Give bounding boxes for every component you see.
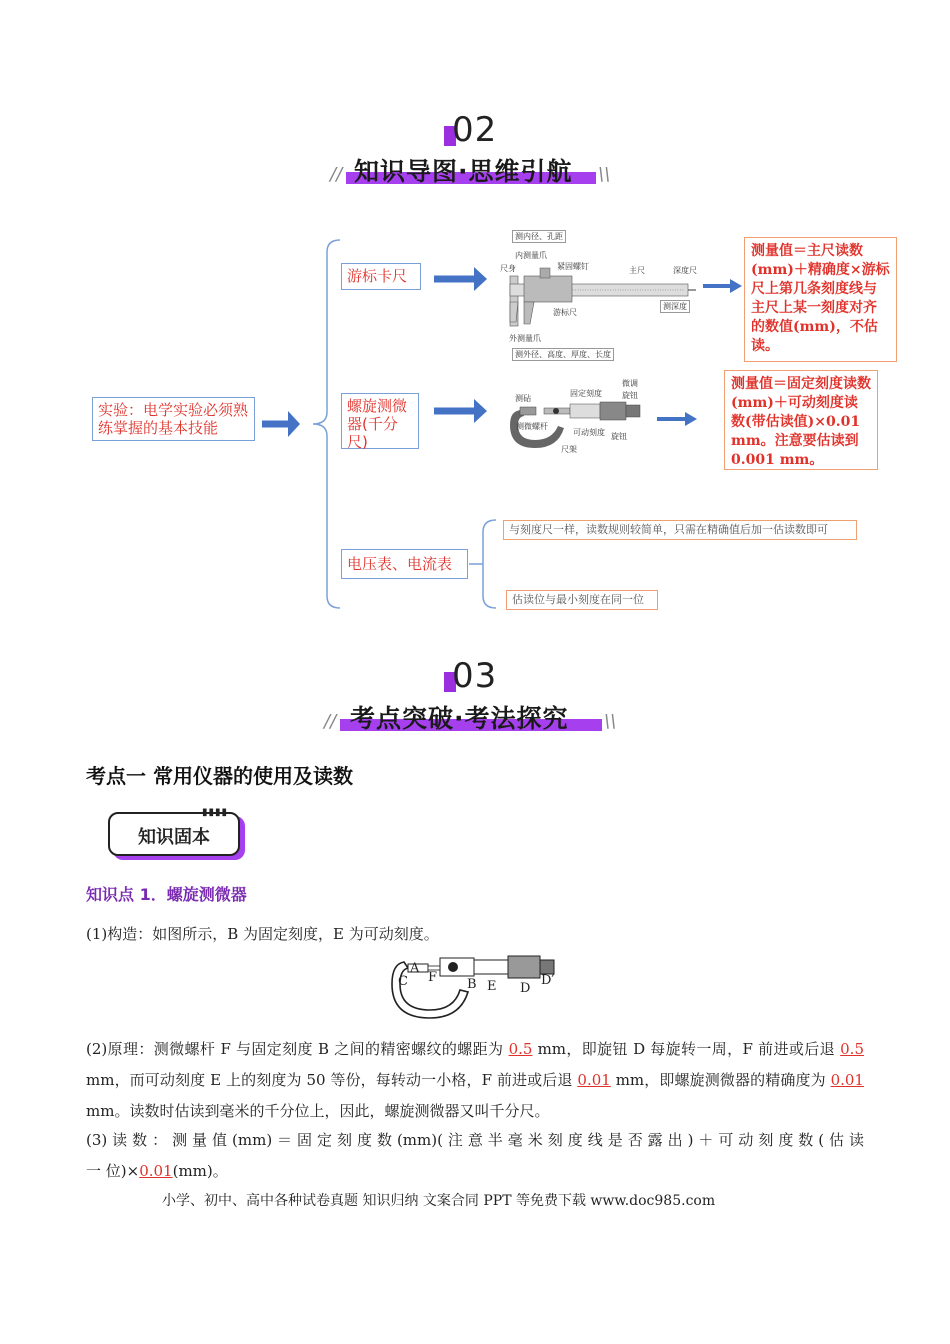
micrometer-reading-rule: 测量值＝固定刻度读数(mm)＋可动刻度读数(带估读值)×0.01 mm。注意要估读到0.001 mm。 xyxy=(724,370,878,470)
fig-label-f: F xyxy=(428,970,438,985)
label-fixed-scale: 固定刻度 xyxy=(570,389,602,398)
answer-reading-factor: 0.01 xyxy=(139,1162,173,1180)
node-vernier-caliper: 游标卡尺 xyxy=(341,263,421,290)
meter-note-1: 与刻度尺一样，读数规则较简单，只需在精确值后加一估读数即可 xyxy=(503,520,857,540)
answer-pitch: 0.5 xyxy=(508,1040,533,1058)
vernier-reading-rule: 测量值＝主尺读数(mm)＋精确度×游标尺上第几条刻度线与主尺上某一刻度对齐的数值(mm)，不估读。 xyxy=(744,237,897,362)
fig-label-c: C xyxy=(398,974,408,989)
answer-precision: 0.01 xyxy=(830,1071,864,1089)
fig-label-e: E xyxy=(487,979,497,994)
decor-slash-left: // xyxy=(330,164,343,185)
page-footer: 小学、初中、高中各种试卷真题 知识归纳 文案合同 PPT 等免费下载 www.doc985.com xyxy=(162,1193,716,1209)
badge-dots: ▮▮▮▮ xyxy=(201,807,228,818)
label-main-scale: 主尺 xyxy=(629,266,645,275)
fig-label-b: B xyxy=(467,977,477,992)
label-ruler-body: 尺身 xyxy=(500,264,516,273)
label-outer-jaw: 外测量爪 xyxy=(509,334,541,343)
knowledge-badge xyxy=(108,807,240,856)
label-depth-rod: 深度尺 xyxy=(673,266,697,275)
decor-slash-right: \\ xyxy=(604,711,617,732)
answer-advance: 0.5 xyxy=(840,1040,864,1058)
section-title: 知识导图·思维引航 xyxy=(354,157,573,186)
label-knob-2: 旋钮 xyxy=(611,432,627,441)
decor-slash-right: \\ xyxy=(598,164,611,185)
paragraph-structure: (1)构造：如图所示，B 为固定刻度，E 为可动刻度。 xyxy=(86,925,439,943)
topic-heading: 考点一 常用仪器的使用及读数 xyxy=(86,764,353,788)
label-measure-depth: 测深度 xyxy=(660,300,690,313)
meter-note-2: 估读位与最小刻度在同一位 xyxy=(506,590,658,610)
fig-label-d: D xyxy=(520,981,531,996)
label-movable-scale: 可动刻度 xyxy=(573,428,605,437)
paragraph-reading: (3) 读 数 ： 测 量 值 (mm) ＝ 固 定 刻 度 数 (mm)( 注 意 半 毫 米 刻 度 线 是 否 露 出 ) ＋ 可 动 刻 度 数 ( 估 读 一 位)×0.01(mm)。 xyxy=(86,1131,864,1180)
answer-per-division: 0.01 xyxy=(577,1071,611,1089)
label-inner-jaw: 内测量爪 xyxy=(515,251,547,260)
node-micrometer: 螺旋测微器(千分尺) xyxy=(341,393,419,449)
paragraph-principle: (2)原理：测微螺杆 F 与固定刻度 B 之间的精密螺纹的螺距为 0.5 mm，即旋钮 D 每旋转一周，F 前进或后退 0.5 mm，而可动刻度 E 上的刻度为 50 等份，每转动一小格，F 前进或后退 0.01 mm，即螺旋测微器的精确度为 0.01 mm。读数时估读到毫米的千分位上，因此，螺旋测微器又叫千分尺。 xyxy=(86,1040,864,1120)
label-vernier: 游标尺 xyxy=(553,308,577,317)
knowledge-point-heading: 知识点 1．螺旋测微器 xyxy=(86,885,247,904)
label-anvil: 测砧 xyxy=(515,394,531,403)
label-knob: 旋钮 xyxy=(622,391,638,400)
decor-slash-left: // xyxy=(324,711,337,732)
label-frame: 尺架 xyxy=(561,445,577,454)
label-lock-screw: 紧固螺钉 xyxy=(557,262,589,271)
section-number: 02 xyxy=(452,110,498,150)
section-title: 考点突破·考法探究 xyxy=(350,704,569,733)
label-outer-uses: 测外径、高度、厚度、长度 xyxy=(512,348,614,361)
node-meters: 电压表、电流表 xyxy=(341,549,468,579)
badge-label: 知识固本 xyxy=(138,827,210,848)
label-measure-inner: 测内径、孔距 xyxy=(512,230,566,243)
label-spindle: 测微螺杆 xyxy=(516,422,548,431)
mindmap-root: 实验：电学实验必须熟练掌握的基本技能 xyxy=(92,397,255,441)
label-fine-adjust: 微调 xyxy=(622,379,638,388)
fig-label-a: A xyxy=(410,961,420,976)
section-number: 03 xyxy=(452,656,498,696)
fig-label-d-prime: D′ xyxy=(541,973,555,988)
